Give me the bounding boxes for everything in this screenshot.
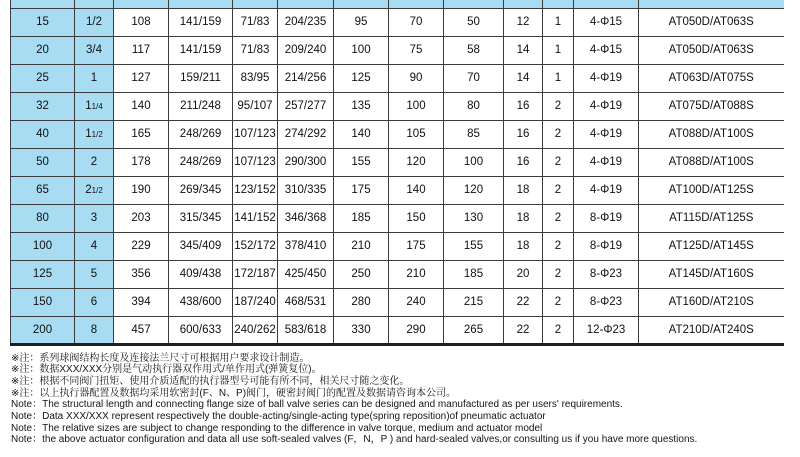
table-cell: 58 xyxy=(444,36,504,64)
table-cell: 150 xyxy=(11,288,75,316)
header-cell-cropped xyxy=(233,0,278,8)
table-cell: 85 xyxy=(444,120,504,148)
table-cell: 11/4 xyxy=(75,92,114,120)
table-cell: AT125D/AT145S xyxy=(639,232,784,260)
table-cell: 16 xyxy=(504,92,543,120)
valve-spec-table xyxy=(10,0,784,346)
table-cell: AT063D/AT075S xyxy=(639,64,784,92)
table-cell: 125 xyxy=(11,260,75,288)
table-cell: 1/2 xyxy=(75,8,114,36)
table-cell: AT088D/AT100S xyxy=(639,148,784,176)
table-cell: 190 xyxy=(114,176,169,204)
table-cell: 1 xyxy=(543,64,574,92)
table-row xyxy=(11,120,784,148)
table-cell: AT160D/AT210S xyxy=(639,288,784,316)
table-cell: 50 xyxy=(11,148,75,176)
table-cell: 2 xyxy=(543,316,574,344)
table-cell: 152/172 xyxy=(233,232,278,260)
table-cell: 4-Φ19 xyxy=(574,120,639,148)
table-cell: 159/211 xyxy=(169,64,233,92)
table-cell: 3 xyxy=(75,204,114,232)
table-cell: 457 xyxy=(114,316,169,344)
table-cell: 3/4 xyxy=(75,36,114,64)
table-cell: 240/262 xyxy=(233,316,278,344)
note-line-zh-1: ※注：系列球阀结构长度及连接法兰尺寸可根据用户要求设计制造。 xyxy=(11,352,310,364)
table-cell: 185 xyxy=(334,204,389,232)
table-cell: 4-Φ19 xyxy=(574,176,639,204)
table-cell: 120 xyxy=(389,148,444,176)
header-cell-cropped xyxy=(278,0,334,8)
table-cell: 203 xyxy=(114,204,169,232)
table-cell: 25 xyxy=(11,64,75,92)
table-cell: 8-Φ23 xyxy=(574,288,639,316)
table-cell: 80 xyxy=(444,92,504,120)
table-cell: 425/450 xyxy=(278,260,334,288)
table-cell: 16 xyxy=(504,120,543,148)
table-cell: 71/83 xyxy=(233,36,278,64)
table-row xyxy=(11,176,784,204)
spec-table-body xyxy=(11,8,784,344)
table-cell: 346/368 xyxy=(278,204,334,232)
table-cell: 107/123 xyxy=(233,120,278,148)
table-cell: 210 xyxy=(389,260,444,288)
table-cell: 4-Φ19 xyxy=(574,92,639,120)
table-cell: 356 xyxy=(114,260,169,288)
table-cell: 70 xyxy=(444,64,504,92)
table-cell: 172/187 xyxy=(233,260,278,288)
table-cell: 80 xyxy=(11,204,75,232)
table-cell: 214/256 xyxy=(278,64,334,92)
table-cell: 5 xyxy=(75,260,114,288)
table-row xyxy=(11,8,784,36)
table-cell: AT210D/AT240S xyxy=(639,316,784,344)
table-header-row-cropped xyxy=(11,0,784,8)
table-cell: 269/345 xyxy=(169,176,233,204)
table-cell: 95/107 xyxy=(233,92,278,120)
table-cell: 210 xyxy=(334,232,389,260)
table-cell: 140 xyxy=(389,176,444,204)
table-cell: 22 xyxy=(504,288,543,316)
header-cell-cropped xyxy=(639,0,784,8)
table-cell: 257/277 xyxy=(278,92,334,120)
table-cell: 248/269 xyxy=(169,120,233,148)
header-cell-cropped xyxy=(574,0,639,8)
table-cell: 21/2 xyxy=(75,176,114,204)
table-cell: 105 xyxy=(389,120,444,148)
table-cell: 8-Φ23 xyxy=(574,260,639,288)
table-cell: 100 xyxy=(444,148,504,176)
table-row xyxy=(11,260,784,288)
table-cell: 175 xyxy=(389,232,444,260)
header-cell-cropped xyxy=(75,0,114,8)
table-cell: 1 xyxy=(543,8,574,36)
table-cell: 130 xyxy=(444,204,504,232)
header-cell-cropped xyxy=(504,0,543,8)
table-cell: 2 xyxy=(543,232,574,260)
table-cell: 468/531 xyxy=(278,288,334,316)
table-cell: AT115D/AT125S xyxy=(639,204,784,232)
table-cell: 20 xyxy=(11,36,75,64)
table-cell: 2 xyxy=(543,120,574,148)
table-cell: 8-Φ19 xyxy=(574,232,639,260)
note-line-en-3: Note：The relative sizes are subject to change responding to the difference in valve torque, medium and actuator model xyxy=(11,422,543,434)
header-cell-cropped xyxy=(444,0,504,8)
notes-section xyxy=(11,353,800,447)
table-cell: 4 xyxy=(75,232,114,260)
table-cell: 2 xyxy=(543,204,574,232)
table-cell: 65 xyxy=(11,176,75,204)
table-cell: 204/235 xyxy=(278,8,334,36)
table-cell: 22 xyxy=(504,316,543,344)
table-cell: 50 xyxy=(444,8,504,36)
table-cell: 583/618 xyxy=(278,316,334,344)
table-cell: 200 xyxy=(11,316,75,344)
table-cell: 71/83 xyxy=(233,8,278,36)
table-cell: 12 xyxy=(504,8,543,36)
table-cell: 20 xyxy=(504,260,543,288)
table-cell: 378/410 xyxy=(278,232,334,260)
header-cell-cropped xyxy=(114,0,169,8)
table-cell: 394 xyxy=(114,288,169,316)
table-cell: 32 xyxy=(11,92,75,120)
table-cell: 330 xyxy=(334,316,389,344)
header-cell-cropped xyxy=(389,0,444,8)
table-cell: 11/2 xyxy=(75,120,114,148)
table-cell: 70 xyxy=(389,8,444,36)
table-cell: 150 xyxy=(389,204,444,232)
note-line-zh-4: ※注：以上执行器配置及数据均采用软密封(F、N、P)阀门，硬密封阀门的配置及数据请咨询本公司。 xyxy=(11,387,457,399)
table-cell: AT145D/AT160S xyxy=(639,260,784,288)
table-row xyxy=(11,288,784,316)
table-cell: 178 xyxy=(114,148,169,176)
table-cell: 141/159 xyxy=(169,36,233,64)
table-cell: AT050D/AT063S xyxy=(639,8,784,36)
table-cell: 15 xyxy=(11,8,75,36)
table-cell: 438/600 xyxy=(169,288,233,316)
table-cell: 18 xyxy=(504,176,543,204)
table-cell: 90 xyxy=(389,64,444,92)
table-cell: AT100D/AT125S xyxy=(639,176,784,204)
table-cell: AT075D/AT088S xyxy=(639,92,784,120)
table-cell: 250 xyxy=(334,260,389,288)
table-cell: 123/152 xyxy=(233,176,278,204)
table-cell: 1 xyxy=(543,36,574,64)
table-cell: 100 xyxy=(11,232,75,260)
table-cell: 2 xyxy=(543,260,574,288)
table-cell: 600/633 xyxy=(169,316,233,344)
note-line-en-4: Note：the above actuator configuration and data all use soft-sealed valves (F，N，P ) and hard-sealed valves,or consulting us if you have more questions. xyxy=(11,434,698,446)
table-cell: 117 xyxy=(114,36,169,64)
table-cell: 16 xyxy=(504,148,543,176)
table-cell: 290/300 xyxy=(278,148,334,176)
note-line-zh-2: ※注：数据XXX/XXX分别是气动执行器双作用式/单作用式(弹簧复位)。 xyxy=(11,364,322,376)
table-cell: 310/335 xyxy=(278,176,334,204)
table-cell: 135 xyxy=(334,92,389,120)
table-cell: 107/123 xyxy=(233,148,278,176)
table-cell: 100 xyxy=(389,92,444,120)
table-cell: 248/269 xyxy=(169,148,233,176)
table-cell: 108 xyxy=(114,8,169,36)
table-row xyxy=(11,204,784,232)
table-row xyxy=(11,92,784,120)
table-cell: 14 xyxy=(504,36,543,64)
table-cell: 8-Φ19 xyxy=(574,204,639,232)
table-row xyxy=(11,148,784,176)
table-cell: 274/292 xyxy=(278,120,334,148)
table-cell: AT050D/AT063S xyxy=(639,36,784,64)
table-cell: 2 xyxy=(543,148,574,176)
table-cell: 12-Φ23 xyxy=(574,316,639,344)
table-cell: 229 xyxy=(114,232,169,260)
table-cell: 1 xyxy=(75,64,114,92)
table-cell: 18 xyxy=(504,204,543,232)
table-cell: 4-Φ15 xyxy=(574,8,639,36)
table-cell: 315/345 xyxy=(169,204,233,232)
table-cell: 209/240 xyxy=(278,36,334,64)
table-cell: 175 xyxy=(334,176,389,204)
table-cell: 280 xyxy=(334,288,389,316)
table-cell: 141/152 xyxy=(233,204,278,232)
table-cell: 140 xyxy=(334,120,389,148)
table-row xyxy=(11,316,784,344)
table-cell: 265 xyxy=(444,316,504,344)
table-cell: 4-Φ15 xyxy=(574,36,639,64)
table-cell: 127 xyxy=(114,64,169,92)
table-cell: 185 xyxy=(444,260,504,288)
table-cell: 18 xyxy=(504,232,543,260)
table-cell: 215 xyxy=(444,288,504,316)
header-cell-cropped xyxy=(543,0,574,8)
table-cell: 345/409 xyxy=(169,232,233,260)
table-cell: 290 xyxy=(389,316,444,344)
note-line-en-2: Note：Data XXX/XXX represent respectively the double-acting/single-acting type(spring reposition)of pneumatic actuator xyxy=(11,411,546,423)
table-cell: 120 xyxy=(444,176,504,204)
table-cell: 141/159 xyxy=(169,8,233,36)
table-cell: 240 xyxy=(389,288,444,316)
table-cell: AT088D/AT100S xyxy=(639,120,784,148)
header-cell-cropped xyxy=(11,0,75,8)
table-cell: 2 xyxy=(543,92,574,120)
table-cell: 125 xyxy=(334,64,389,92)
header-cell-cropped xyxy=(334,0,389,8)
table-cell: 95 xyxy=(334,8,389,36)
table-cell: 155 xyxy=(444,232,504,260)
table-cell: 4-Φ19 xyxy=(574,64,639,92)
table-row xyxy=(11,232,784,260)
table-cell: 409/438 xyxy=(169,260,233,288)
table-cell: 75 xyxy=(389,36,444,64)
table-cell: 140 xyxy=(114,92,169,120)
table-cell: 8 xyxy=(75,316,114,344)
table-cell: 187/240 xyxy=(233,288,278,316)
table-cell: 100 xyxy=(334,36,389,64)
table-cell: 155 xyxy=(334,148,389,176)
table-cell: 2 xyxy=(543,176,574,204)
table-cell: 2 xyxy=(75,148,114,176)
table-cell: 165 xyxy=(114,120,169,148)
table-cell: 6 xyxy=(75,288,114,316)
note-line-zh-3: ※注：根据不同阀门扭矩、使用介质适配的执行器型号可能有所不同，相关尺寸随之变化。 xyxy=(11,375,410,387)
table-cell: 2 xyxy=(543,288,574,316)
table-row xyxy=(11,36,784,64)
table-cell: 4-Φ19 xyxy=(574,148,639,176)
table-cell: 211/248 xyxy=(169,92,233,120)
table-cell: 14 xyxy=(504,64,543,92)
table-row xyxy=(11,64,784,92)
table-cell: 83/95 xyxy=(233,64,278,92)
note-line-en-1: Note：The structural length and connecting flange size of ball valve series can be designed and manufactured as per users' requirements. xyxy=(11,399,623,411)
header-cell-cropped xyxy=(169,0,233,8)
table-cell: 40 xyxy=(11,120,75,148)
